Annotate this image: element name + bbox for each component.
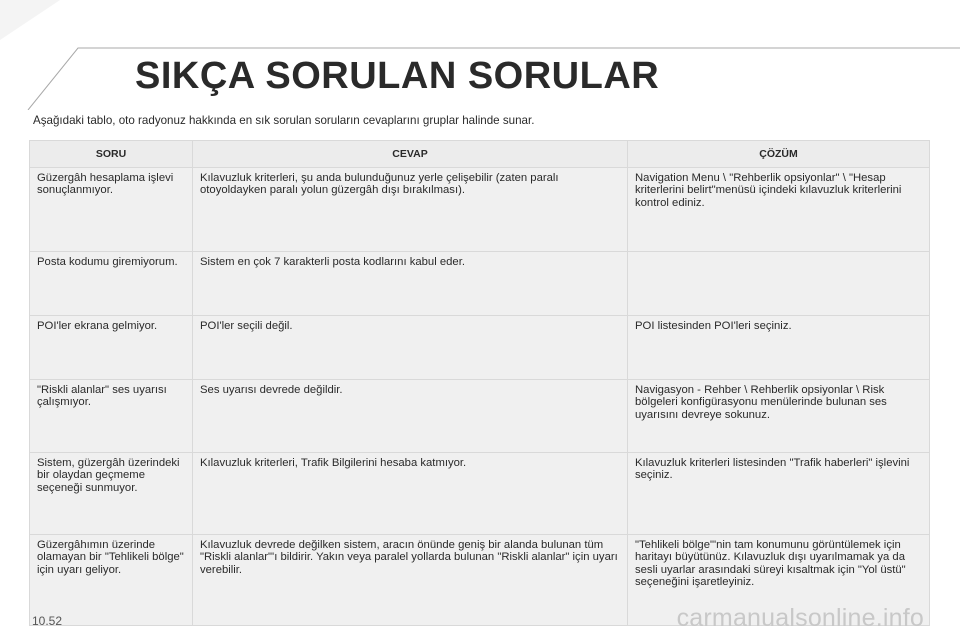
table-row: [30, 453, 930, 535]
page-title: SIKÇA SORULAN SORULAR: [135, 55, 660, 97]
column-header-question: SORU: [30, 141, 193, 168]
table-row: [30, 168, 930, 252]
question-cell: Sistem, güzergâh üzerindeki bir olaydan geçmeme seçeneği sunmuyor.: [30, 453, 193, 535]
column-header-answer: CEVAP: [193, 141, 628, 168]
question-cell: POI'ler ekrana gelmiyor.: [30, 316, 193, 380]
answer-cell: Kılavuzluk kriterleri, Trafik Bilgilerini hesaba katmıyor.: [193, 453, 628, 535]
solution-cell: Kılavuzluk kriterleri listesinden "Trafik haberleri" işlevini seçiniz.: [628, 453, 930, 535]
solution-cell: [628, 252, 930, 316]
answer-cell: Kılavuzluk kriterleri, şu anda bulunduğunuz yerle çelişebilir (zaten paralı otoyoldayken paralı yolun güzergâh dışı bırakılması).: [193, 168, 628, 252]
solution-cell: Navigasyon - Rehber \ Rehberlik opsiyonlar \ Risk bölgeleri konfigürasyonu menülerinde bulunan ses uyarısını devreye sokunuz.: [628, 380, 930, 453]
table-row: [30, 316, 930, 380]
answer-cell: Kılavuzluk devrede değilken sistem, aracın önünde geniş bir alanda bulunan tüm "Riskli alanlar"'ı bildirir. Yakın veya paralel yollarda bulunan "Riskli alanlar" için uyarı verebilir.: [193, 535, 628, 626]
solution-cell: Navigation Menu \ "Rehberlik opsiyonlar" \ "Hesap kriterlerini belirt"menüsü içindeki kılavuzluk kriterlerini kontrol ediniz.: [628, 168, 930, 252]
page-number: 10.52: [32, 614, 63, 628]
answer-cell: Ses uyarısı devrede değildir.: [193, 380, 628, 453]
question-cell: "Riskli alanlar" ses uyarısı çalışmıyor.: [30, 380, 193, 453]
question-cell: Güzergâhımın üzerinde olamayan bir "Tehlikeli bölge" için uyarı geliyor.: [30, 535, 193, 626]
faq-table: [29, 140, 930, 626]
answer-cell: Sistem en çok 7 karakterli posta kodlarını kabul eder.: [193, 252, 628, 316]
table-row: [30, 380, 930, 453]
intro-text: Aşağıdaki tablo, oto radyonuz hakkında en sık sorulan soruların cevaplarını gruplar halinde sunar.: [33, 114, 535, 127]
table-header-row: [30, 141, 930, 168]
solution-cell: POI listesinden POI'leri seçiniz.: [628, 316, 930, 380]
watermark: carmanualsonline.info: [676, 604, 924, 632]
column-header-solution: ÇÖZÜM: [628, 141, 930, 168]
question-cell: Güzergâh hesaplama işlevi sonuçlanmıyor.: [30, 168, 193, 252]
question-cell: Posta kodumu giremiyorum.: [30, 252, 193, 316]
answer-cell: POI'ler seçili değil.: [193, 316, 628, 380]
table-row: [30, 252, 930, 316]
solution-cell: "Tehlikeli bölge"'nin tam konumunu görüntülemek için haritayı büyütünüz. Kılavuzluk dışı uyarılmamak ya da sesli uyarlar arasındaki süreyi kısaltmak için "Yol üstü" seçeneğini işaretleyiniz.: [628, 535, 930, 626]
